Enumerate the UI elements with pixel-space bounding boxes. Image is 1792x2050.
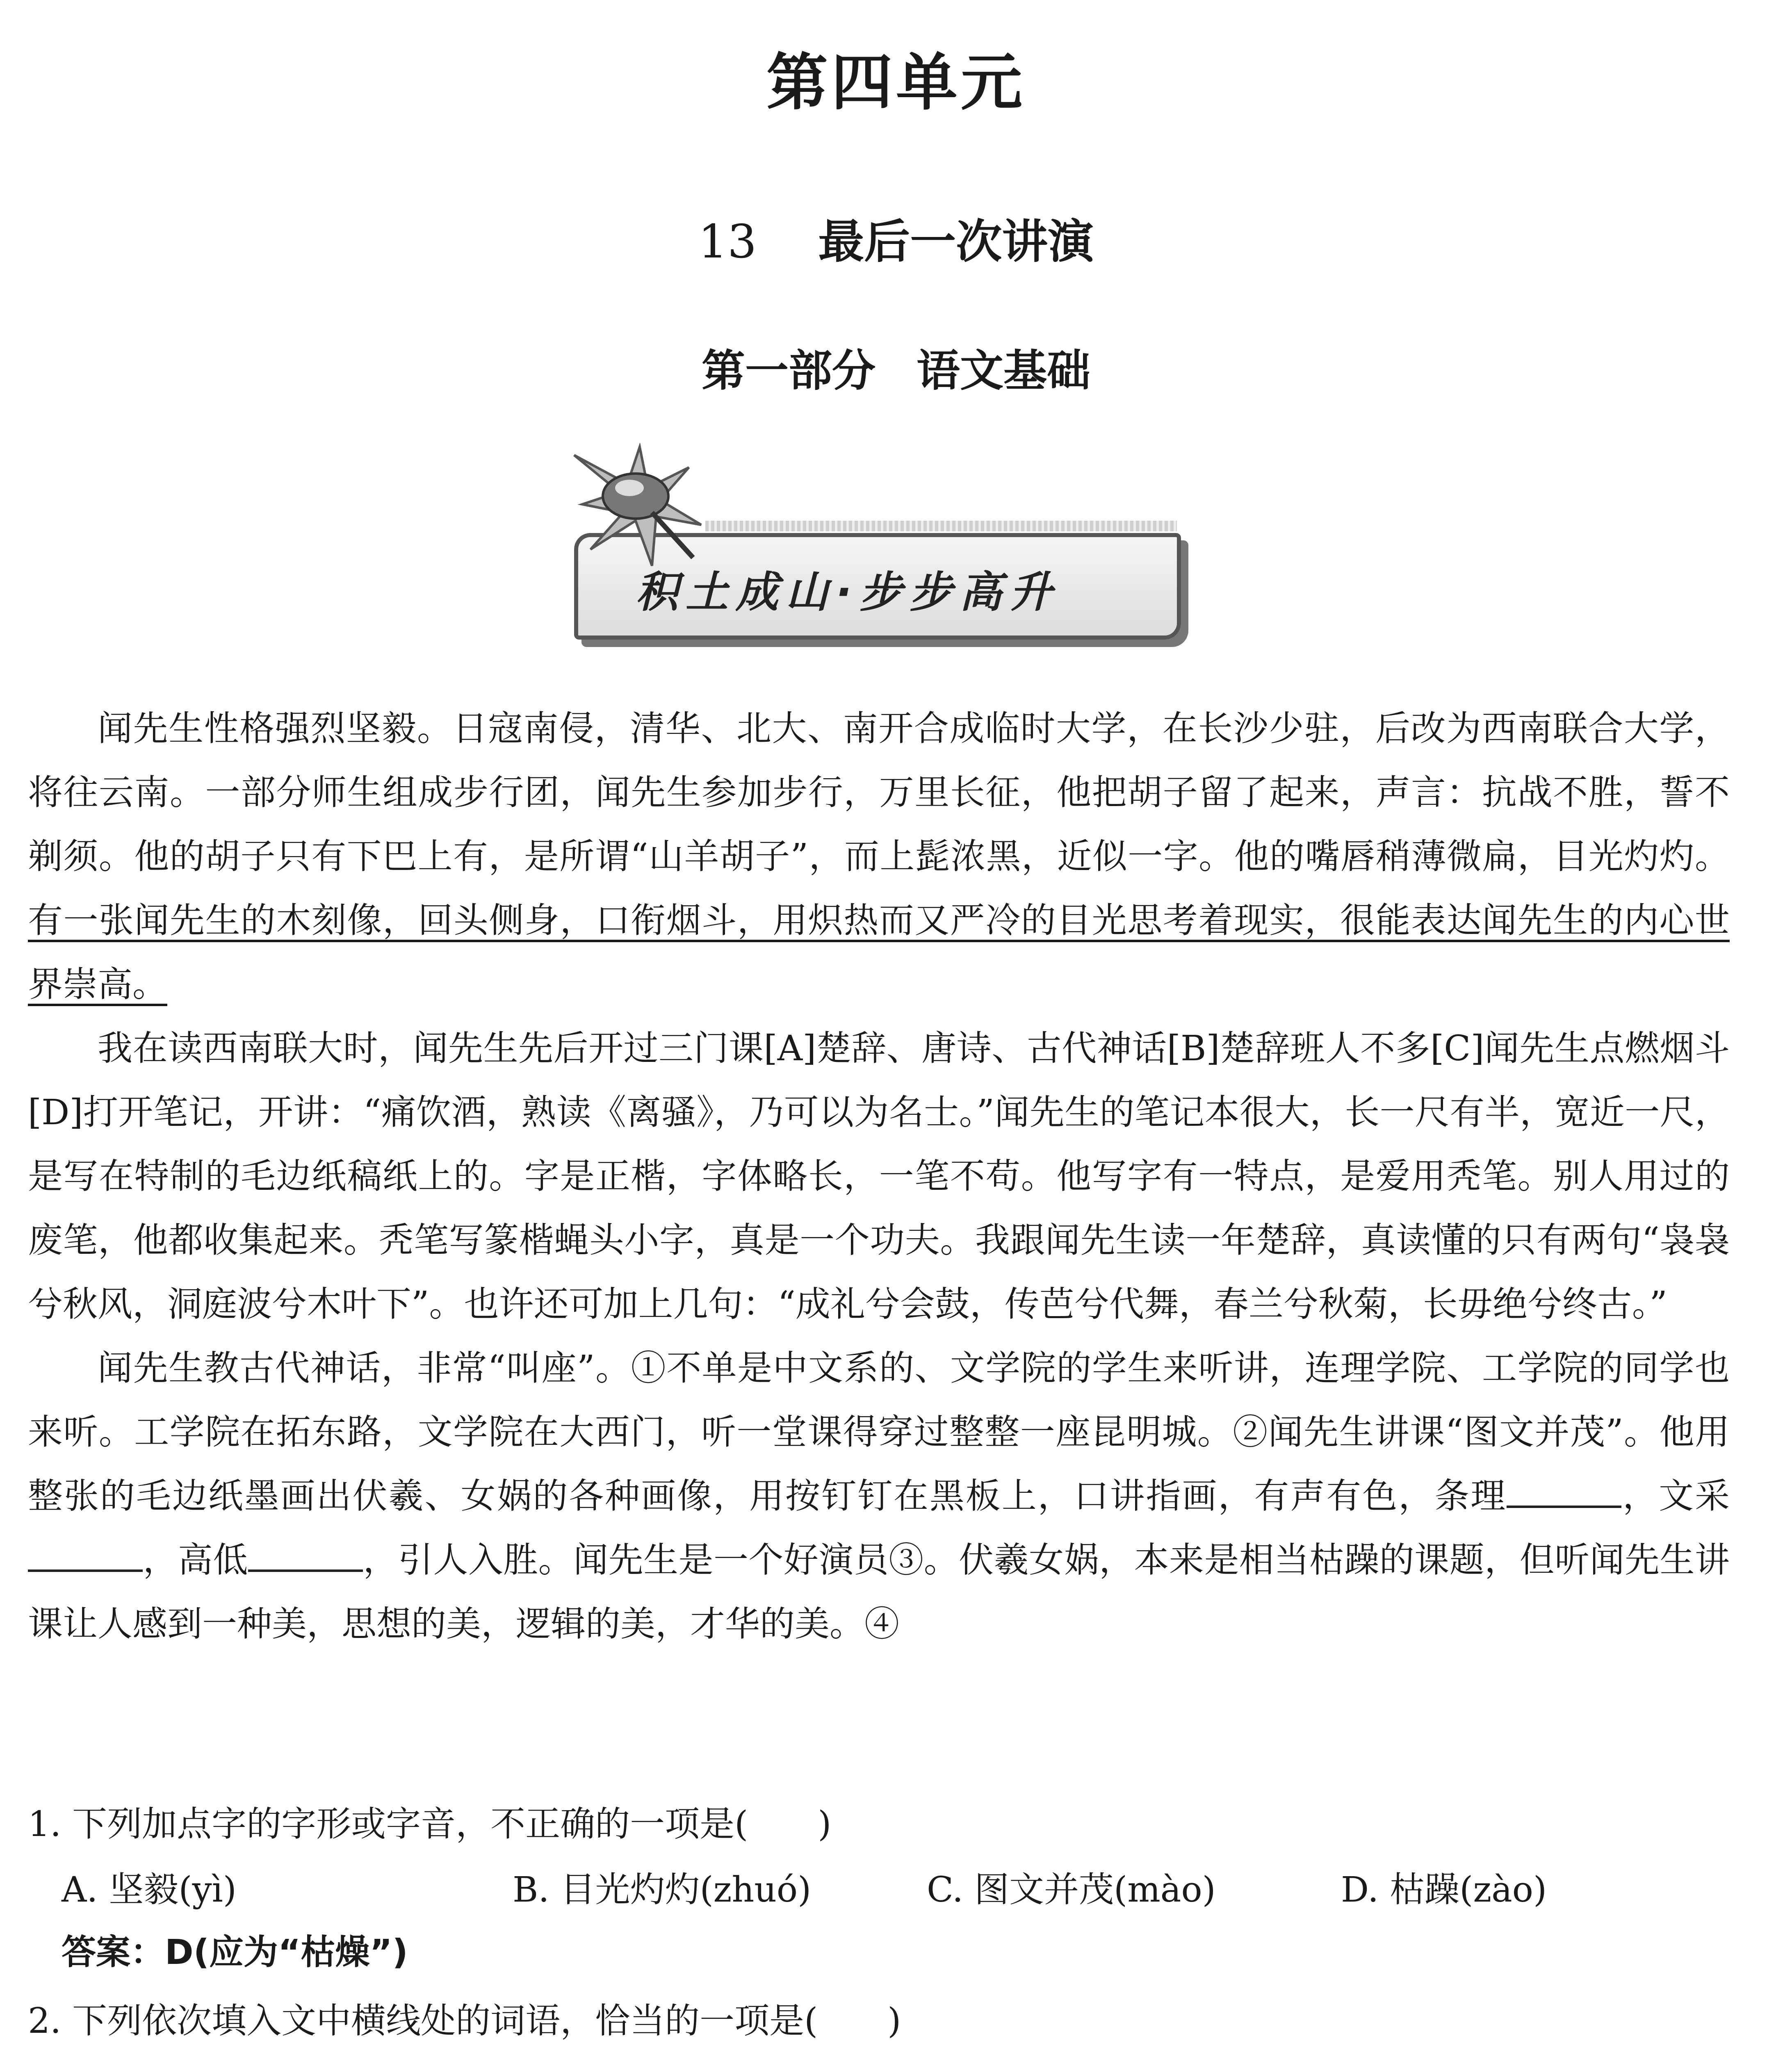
part-title-right: 语文基础 bbox=[917, 346, 1090, 396]
banner-decor-band bbox=[705, 521, 1177, 531]
question-2-stem: 2. 下列依次填入文中横线处的词语，恰当的一项是( ) bbox=[28, 2001, 901, 2041]
fill-blank-1[interactable] bbox=[1507, 1473, 1621, 1508]
lesson-number: 13 bbox=[698, 215, 757, 269]
part-title bbox=[0, 336, 1792, 399]
question-1-option-c[interactable]: C. 图文并茂(mào) bbox=[927, 1870, 1216, 1910]
unit-title: 第四单元 bbox=[766, 47, 1026, 118]
banner-label: 积土成山·步步高升 bbox=[636, 567, 1060, 617]
fill-blank-3[interactable] bbox=[248, 1537, 363, 1572]
passage-paragraph-2: 我在读西南联大时，闻先生先后开过三门课[A]楚辞、唐诗、古代神话[B]楚辞班人不多[C]闻先生点燃烟斗[D]打开笔记，开讲：“痛饮酒，熟读《离骚》，乃可以为名士。”闻先生的笔记本很大，长一尺有半，宽近一尺，是写在特制的毛边纸稿纸上的。字是正楷，字体略长，一笔不苟。他写字有一特点，是爱用秃笔。别人用过的废笔，他都收集起来。秃笔写篆楷蝇头小字，真是一个功夫。我跟闻先生读一年楚辞，真读懂的只有两句“袅袅兮秋风，洞庭波兮木叶下”。也许还可加上几句：“成礼兮会鼓，传芭兮代舞，春兰兮秋菊，长毋绝兮终古。” bbox=[28, 1028, 1730, 1325]
passage-paragraph-1 bbox=[28, 697, 1730, 1017]
pushpin-icon bbox=[558, 443, 714, 574]
paragraph-3-text-a: 闻先生教古代神话，非常“叫座”。①不单是中文系的、文学院的学生来听讲，连理学院、工学院的同学也来听。工学院在拓东路，文学院在大西门，听一堂课得穿过整整一座昆明城。②闻先生讲课“图文并茂”。他用整张的毛边纸墨画出伏羲、女娲的各种画像，用按钉钉在黑板上，口讲指画，有声有色，条理 bbox=[28, 1348, 1730, 1517]
question-1-option-d[interactable]: D. 枯躁(zào) bbox=[1341, 1870, 1547, 1910]
part-title-left: 第一部分 bbox=[702, 346, 875, 396]
lesson-title bbox=[0, 205, 1792, 271]
question-1-option-b[interactable]: B. 目光灼灼(zhuó) bbox=[513, 1870, 812, 1910]
underlined-sentence: 有一张闻先生的木刻像，回头侧身，口衔烟斗，用炽热而又严冷的目光思考着现实，很能表达闻先生的内心世界崇高。 bbox=[28, 900, 1730, 1005]
passage bbox=[28, 697, 1730, 1656]
paragraph-3-text-c: ，高低 bbox=[143, 1540, 248, 1581]
paragraph-3-text-d: ，引人入胜。闻先生是一个好演员③。伏羲女娲，本来是相当枯躁的课题，但听闻先生讲课让人感到一种美，思想的美，逻辑的美，才华的美。④ bbox=[28, 1540, 1730, 1645]
passage-paragraph-3 bbox=[28, 1337, 1730, 1656]
question-1-stem: 1. 下列加点字的字形或字音，不正确的一项是( ) bbox=[28, 1804, 832, 1845]
question-1-option-a[interactable]: A. 坚毅(yì) bbox=[62, 1870, 237, 1910]
question-1-answer: 答案：D(应为“枯燥”) bbox=[62, 1932, 408, 1972]
fill-blank-2[interactable] bbox=[28, 1537, 143, 1572]
lesson-name: 最后一次讲演 bbox=[818, 215, 1094, 269]
paragraph-1-text: 闻先生性格强烈坚毅。日寇南侵，清华、北大、南开合成临时大学，在长沙少驻，后改为西南联合大学，将往云南。一部分师生组成步行团，闻先生参加步行，万里长征，他把胡子留了起来，声言：抗战不胜，誓不剃须。他的胡子只有下巴上有，是所谓“山羊胡子”，而上髭浓黑，近似一字。他的嘴唇稍薄微扁，目光灼灼。 bbox=[28, 708, 1730, 877]
paragraph-3-text-b: ，文采 bbox=[1621, 1476, 1730, 1517]
